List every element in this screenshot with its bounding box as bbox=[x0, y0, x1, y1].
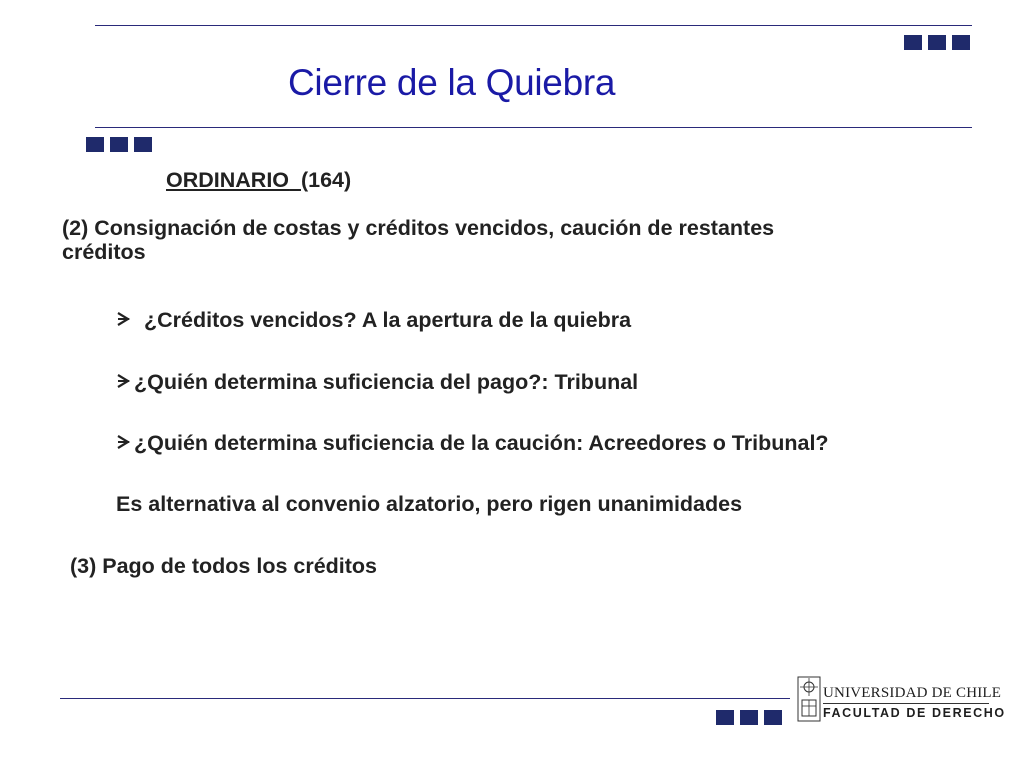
square-decor bbox=[764, 710, 782, 725]
square-decor bbox=[716, 710, 734, 725]
square-decor bbox=[86, 137, 104, 152]
top-rule bbox=[95, 25, 972, 26]
left-squares bbox=[86, 137, 152, 152]
bottom-squares bbox=[716, 710, 782, 725]
bottom-rule bbox=[60, 698, 790, 699]
crest-icon bbox=[797, 676, 821, 722]
logo-line-2: FACULTAD DE DERECHO bbox=[823, 706, 1006, 720]
slide-title: Cierre de la Quiebra bbox=[288, 62, 616, 103]
bullet-item bbox=[116, 431, 829, 455]
bullet-text: ¿Quién determina suficiencia de la caución: Acreedores o Tribunal? bbox=[134, 431, 829, 455]
note-text: Es alternativa al convenio alzatorio, pero rigen unanimidades bbox=[116, 492, 743, 516]
bullet-item bbox=[116, 370, 638, 394]
square-decor bbox=[904, 35, 922, 50]
square-decor bbox=[740, 710, 758, 725]
item-3: (3) Pago de todos los créditos bbox=[70, 554, 378, 578]
logo-divider bbox=[823, 703, 989, 704]
arrow-bullet-icon bbox=[116, 373, 134, 389]
university-logo bbox=[797, 676, 1006, 724]
square-decor bbox=[110, 137, 128, 152]
square-decor bbox=[952, 35, 970, 50]
subtitle bbox=[166, 168, 351, 192]
logo-line-1: UNIVERSIDAD DE CHILE bbox=[823, 685, 1002, 701]
subtitle-main: ORDINARIO bbox=[166, 168, 290, 192]
item-2-line-2: créditos bbox=[62, 240, 146, 264]
square-decor bbox=[134, 137, 152, 152]
arrow-bullet-icon bbox=[116, 311, 134, 327]
arrow-bullet-icon bbox=[116, 434, 134, 450]
top-right-squares bbox=[904, 35, 970, 50]
square-decor bbox=[928, 35, 946, 50]
bullet-text: ¿Quién determina suficiencia del pago?: Tribunal bbox=[134, 370, 639, 394]
bullet-item bbox=[116, 308, 631, 332]
subtitle-number: (164) bbox=[300, 168, 352, 192]
title-rule bbox=[95, 127, 972, 128]
item-2-line-1: (2) Consignación de costas y créditos vencidos, caución de restantes bbox=[62, 216, 775, 240]
bullet-text: ¿Créditos vencidos? A la apertura de la quiebra bbox=[144, 308, 632, 332]
